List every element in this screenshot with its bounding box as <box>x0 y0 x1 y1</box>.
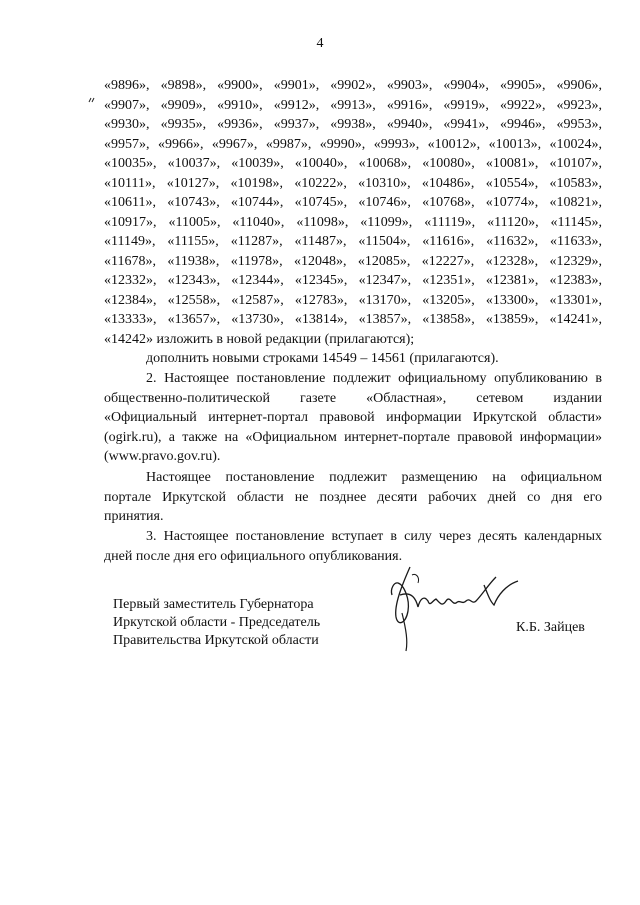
supplement-paragraph <box>104 349 602 369</box>
codes-line: «9896», «9898», «9900», «9901», «9902», «9903», «9904», «9905», «9906», <box>104 78 602 93</box>
codes-line: «14242» изложить в новой редакции (прилагаются); <box>104 331 415 347</box>
codes-line: «13333», «13657», «13730», «13814», «13857», «13858», «13859», «14241», <box>104 312 602 327</box>
paragraph-line: Настоящее постановление подлежит размещению на официальном <box>146 470 602 485</box>
paragraph-line: дней после дня его официального опубликования. <box>104 548 403 564</box>
publication-paragraph <box>104 369 602 467</box>
paragraph-line: общественно-политической газете «Областная», сетевом издании <box>104 390 602 406</box>
paragraph-line: (www.pravo.gov.ru). <box>104 449 221 464</box>
codes-line: «10035», «10037», «10039», «10040», «10068», «10080», «10081», «10107», <box>104 156 602 171</box>
paragraph-line: портале Иркутской области не позднее десяти рабочих дней со дня его <box>104 489 602 505</box>
codes-line: «11678», «11938», «11978», «12048», «12085», «12227», «12328», «12329», <box>104 253 602 269</box>
signatory-title-line: Иркутской области - Председатель <box>113 615 321 630</box>
paragraph-line: 2. Настоящее постановление подлежит официальному опубликованию в <box>146 371 602 386</box>
signatory-title-line: Правительства Иркутской области <box>113 633 319 648</box>
codes-line: «12384», «12558», «12587», «12783», «13170», «13205», «13300», «13301», <box>104 292 602 308</box>
paragraph-line: «Официальный интернет-портал правовой информации Иркутской области» <box>104 410 602 425</box>
codes-line: «9907», «9909», «9910», «9912», «9913», «9916», «9919», «9922», «9923», <box>104 97 602 113</box>
page-number: 4 <box>316 36 324 51</box>
codes-list <box>104 76 602 349</box>
signatory-name: К.Б. Зайцев <box>516 620 585 635</box>
handwritten-signature <box>372 555 532 655</box>
margin-mark <box>88 96 96 104</box>
paragraph-line: принятия. <box>104 509 164 524</box>
codes-line: «9957», «9966», «9967», «9987», «9990», «9993», «10012», «10013», «10024», <box>104 136 602 152</box>
signatory-title <box>113 596 373 650</box>
codes-line: «9930», «9935», «9936», «9937», «9938», «9940», «9941», «9946», «9953», <box>104 117 602 132</box>
codes-line: «11149», «11155», «11287», «11487», «11504», «11616», «11632», «11633», <box>104 234 602 249</box>
codes-line: «12332», «12343», «12344», «12345», «12347», «12351», «12381», «12383», <box>104 273 602 288</box>
paragraph-line: (ogirk.ru), а также на «Официальном интернет-портале правовой информации» <box>104 429 602 445</box>
codes-line: «10111», «10127», «10198», «10222», «10310», «10486», «10554», «10583», <box>104 175 602 191</box>
codes-line: «10917», «11005», «11040», «11098», «11099», «11119», «11120», «11145», <box>104 214 602 230</box>
paragraph-line: 3. Настоящее постановление вступает в силу через десять календарных <box>146 529 602 544</box>
codes-line: «10611», «10743», «10744», «10745», «10746», «10768», «10774», «10821», <box>104 195 602 210</box>
placement-paragraph <box>104 468 602 527</box>
supplement-line: дополнить новыми строками 14549 – 14561 (прилагаются). <box>146 351 499 366</box>
signatory-title-line: Первый заместитель Губернатора <box>113 597 314 612</box>
